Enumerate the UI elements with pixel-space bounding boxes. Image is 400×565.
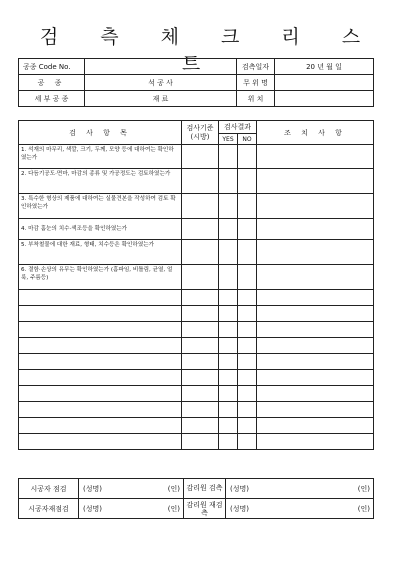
table-row-empty bbox=[19, 402, 374, 418]
col-items-header: 검 사 항 목 bbox=[19, 121, 182, 145]
contractor-seal[interactable]: (인) bbox=[131, 479, 184, 499]
work-type-label: 공 종 bbox=[19, 75, 85, 91]
page-title: 검 측 체 크 리 스 트 bbox=[39, 26, 379, 75]
detail-label: 세 부 공 종 bbox=[19, 91, 85, 107]
no-cell[interactable] bbox=[238, 265, 257, 290]
table-row-empty bbox=[19, 338, 374, 354]
check-item-4: 4. 마감 홈눈의 치수·색조등을 확인하였는가 bbox=[19, 219, 182, 240]
col-action-header: 조 치 사 항 bbox=[257, 121, 374, 145]
action-cell[interactable] bbox=[257, 145, 374, 169]
col-standard-header: 검사기준(시방) bbox=[182, 121, 219, 145]
table-row-empty bbox=[19, 354, 374, 370]
standard-cell[interactable] bbox=[182, 145, 219, 169]
table-row-empty bbox=[19, 322, 374, 338]
yes-cell[interactable] bbox=[219, 240, 238, 265]
table-row bbox=[19, 145, 374, 169]
action-cell[interactable] bbox=[257, 194, 374, 219]
contractor-name-label[interactable]: (성명) bbox=[79, 479, 131, 499]
action-cell[interactable] bbox=[257, 240, 374, 265]
signature-table bbox=[18, 478, 374, 519]
standard-cell[interactable] bbox=[182, 169, 219, 194]
contractor-rep-name-label[interactable]: (성명) bbox=[79, 499, 131, 519]
yes-cell[interactable] bbox=[219, 265, 238, 290]
inspection-date-field[interactable]: 20 년 월 일 bbox=[275, 59, 374, 75]
table-row bbox=[19, 219, 374, 240]
action-cell[interactable] bbox=[257, 219, 374, 240]
standard-cell[interactable] bbox=[182, 265, 219, 290]
contractor-rep-label: 시공자재점검 bbox=[19, 499, 79, 519]
no-cell[interactable] bbox=[238, 194, 257, 219]
location-label: 위 치 bbox=[237, 91, 275, 107]
standard-cell[interactable] bbox=[182, 240, 219, 265]
table-row bbox=[19, 240, 374, 265]
action-cell[interactable] bbox=[257, 169, 374, 194]
yes-cell[interactable] bbox=[219, 194, 238, 219]
check-item-6: 6. 결함·손상의 유무는 확인하였는가 (흠파임, 비틀림, 균열, 얼룩, 주름등) bbox=[19, 265, 182, 290]
action-cell[interactable] bbox=[257, 265, 374, 290]
col-result-header: 검사결과 bbox=[219, 121, 257, 134]
check-item-3: 3. 특수한 형상의 제품에 대하여는 실물견본을 작성하여 검토 확인하였는가 bbox=[19, 194, 182, 219]
table-row-empty bbox=[19, 418, 374, 434]
title-label: 무 위 명 bbox=[237, 75, 275, 91]
no-cell[interactable] bbox=[238, 145, 257, 169]
yes-cell[interactable] bbox=[219, 169, 238, 194]
checklist-table bbox=[18, 120, 374, 450]
work-code-label: 공종 Code No. bbox=[19, 59, 85, 75]
yes-cell[interactable] bbox=[219, 219, 238, 240]
check-item-5: 5. 부착철물에 대한 재료, 형태, 치수등은 확인하였는가 bbox=[19, 240, 182, 265]
col-yes-header: YES bbox=[219, 134, 238, 145]
standard-cell[interactable] bbox=[182, 194, 219, 219]
supervisor-seal[interactable]: (인) bbox=[300, 479, 374, 499]
table-row-empty bbox=[19, 434, 374, 450]
table-row-empty bbox=[19, 306, 374, 322]
supervisor-rep-seal[interactable]: (인) bbox=[300, 499, 374, 519]
header-table bbox=[18, 58, 374, 107]
table-row bbox=[19, 194, 374, 219]
table-row bbox=[19, 169, 374, 194]
title-field[interactable] bbox=[275, 75, 374, 91]
contractor-label: 시공자 점검 bbox=[19, 479, 79, 499]
table-row-empty bbox=[19, 290, 374, 306]
supervisor-label: 감리원 검측 bbox=[184, 479, 226, 499]
supervisor-name-label[interactable]: (성명) bbox=[226, 479, 300, 499]
check-item-1: 1. 석재의 마무리, 색깔, 크기, 두께, 모양 등에 대하여는 확인하였는가 bbox=[19, 145, 182, 169]
inspection-date-label: 검측일자 bbox=[237, 59, 275, 75]
no-cell[interactable] bbox=[238, 240, 257, 265]
table-row bbox=[19, 265, 374, 290]
table-row-empty bbox=[19, 370, 374, 386]
supervisor-rep-label: 감리원 재검측 bbox=[184, 499, 226, 519]
yes-cell[interactable] bbox=[219, 145, 238, 169]
standard-cell[interactable] bbox=[182, 219, 219, 240]
work-code-field[interactable] bbox=[85, 59, 237, 75]
no-cell[interactable] bbox=[238, 219, 257, 240]
check-item-2: 2. 다듬기공도·면마, 마감의 종류 및 가공정도는 검토하였는가 bbox=[19, 169, 182, 194]
col-no-header: NO bbox=[238, 134, 257, 145]
detail-value[interactable]: 재 료 bbox=[85, 91, 237, 107]
no-cell[interactable] bbox=[238, 169, 257, 194]
supervisor-rep-name-label[interactable]: (성명) bbox=[226, 499, 300, 519]
contractor-rep-seal[interactable]: (인) bbox=[131, 499, 184, 519]
table-row-empty bbox=[19, 386, 374, 402]
location-field[interactable] bbox=[275, 91, 374, 107]
work-type-value[interactable]: 석 공 사 bbox=[85, 75, 237, 91]
